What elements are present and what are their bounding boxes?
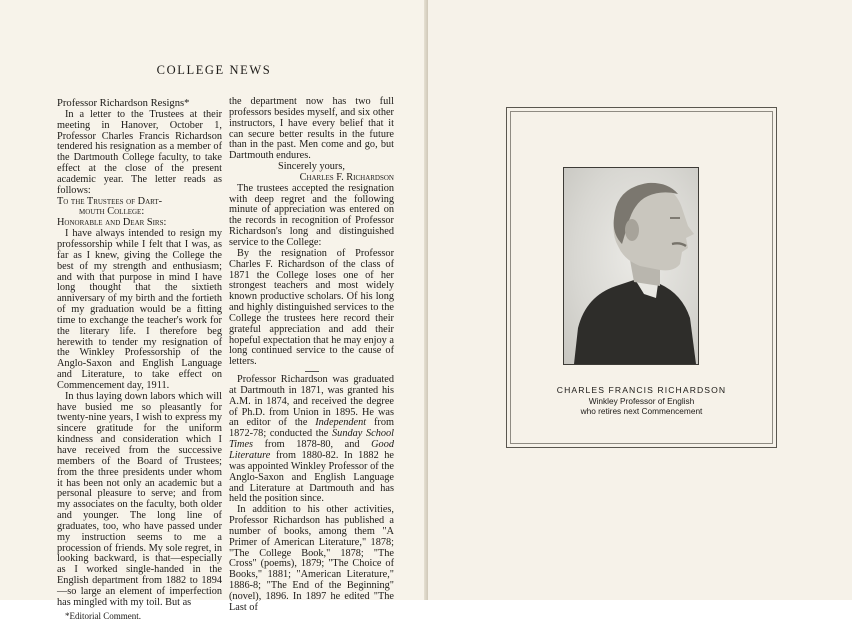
section-divider: [305, 371, 319, 372]
letter-closing: Sincerely yours,: [278, 161, 345, 173]
letter-paragraph-2: In thus laying down labors which will have busied me so pleasantly for twenty-nine years, I wish to express my sincere gratitude for the uniform kindness and consideration which I have received from the successive members of the Board of Trustees; from the three presidents under whom it has been not only an academic but a personal pleasure to serve; and from my associates on the faculty, both older and younger. The long line of graduates, too, who have passed under my instruction seems to me a procession of friends. My sole regret, in looking backward, is that—especially as I worked single-handed in the English department from 1882 to 1894—so large an element of imperfection has mingled with my toil. But as: [57, 390, 222, 608]
bio-text-b: from 1872-78; conducted the: [229, 417, 394, 440]
letter-paragraph-continued: the department now has two full professors besides myself, and six other instructors, I have every belief that it can secure better results in the future than in the past. Men come and go, but Dartmouth endures.: [229, 96, 394, 162]
article-intro: In a letter to the Trustees at their meeting in Hanover, October 1, Professor Charles Francis Richardson tendered his resignation as a member of the Dartmouth College faculty, to take effect at the close of the present academic year. The letter reads as follows:: [57, 108, 222, 196]
biography-paragraph-2: In addition to his other activities, Professor Richardson has published a number of books, among them "A Primer of American Literature," 1878; "The College Book," 1878; "The Cross" (poems), 1879; "The Choice of Books," 1881; "American Literature," 1886-8; "The End of the Beginning" (novel), 1896. In 1897 he edited "The Last of: [229, 504, 394, 613]
portrait-illustration: [564, 168, 698, 364]
portrait-caption-note: who retires next Commencement: [580, 406, 703, 416]
bio-title-independent: Independent: [315, 417, 367, 429]
bio-title-sunday-school-times: Sunday School Times: [229, 428, 394, 451]
article-title: Professor Richardson Resigns*: [57, 98, 190, 109]
trustees-paragraph: The trustees accepted the resignation with deep regret and the following minute of appreciation was entered on the records in recognition of Professor Richardson's long and distinguished service to the College:: [229, 182, 394, 248]
article-column-right: [229, 97, 394, 614]
bio-text-c: from 1878-80, and: [253, 439, 372, 451]
letter-signature: Charles F. Richardson: [299, 171, 394, 183]
editorial-footnote: *Editorial Comment.: [65, 610, 141, 621]
portrait-caption-title: Winkley Professor of English: [588, 396, 695, 406]
bio-text-a: Professor Richardson was graduated at Dartmouth in 1871, was granted his A.M. in 1874, and received the degree of Ph.D. from Union in 1895. He was an editor of the: [229, 374, 394, 429]
letter-address-line-2: mouth College:: [79, 206, 145, 218]
section-title: COLLEGE NEWS: [156, 63, 272, 77]
portrait-photo: [563, 167, 699, 365]
bio-title-good-literature: Good Literature: [229, 439, 394, 461]
minute-paragraph: By the resignation of Professor Charles F. Richardson of the class of 1871 the College loses one of her strongest teachers and most widely known productive scholars. Of his long and highly distinguished services to the College the trustees here record their grateful appreciation and add their hopeful expectation that he may enjoy a long continued service to the cause of letters.: [229, 247, 394, 368]
article-column-left: [57, 99, 222, 622]
letter-address-line-1: To the Trustees of Dart-: [57, 195, 163, 207]
letter-paragraph-1: I have always intended to resign my professorship while I felt that I was, as far as I knew, giving the College the best of my strength and enthusiasm; and with that purpose in mind I have long thought that the sixtieth anniversary of my birth and the fortieth of my graduation would be a fitting time to exchange the teacher's work for the literary life. I therefore beg herewith to tender my resignation of the Winkley Professorship of the Anglo-Saxon and English Language and Literature, to take effect on Commencement day, 1911.: [57, 228, 222, 391]
bio-text-d: from 1880-82. In 1882 he was appointed Winkley Professor of the Anglo-Saxon and English Language and Literature at Dartmouth and has held the position since.: [229, 450, 394, 505]
letter-salutation: Honorable and Dear Sirs:: [57, 217, 167, 229]
biography-paragraph-1: [229, 375, 394, 505]
portrait-caption-name: CHARLES FRANCIS RICHARDSON: [556, 385, 727, 395]
